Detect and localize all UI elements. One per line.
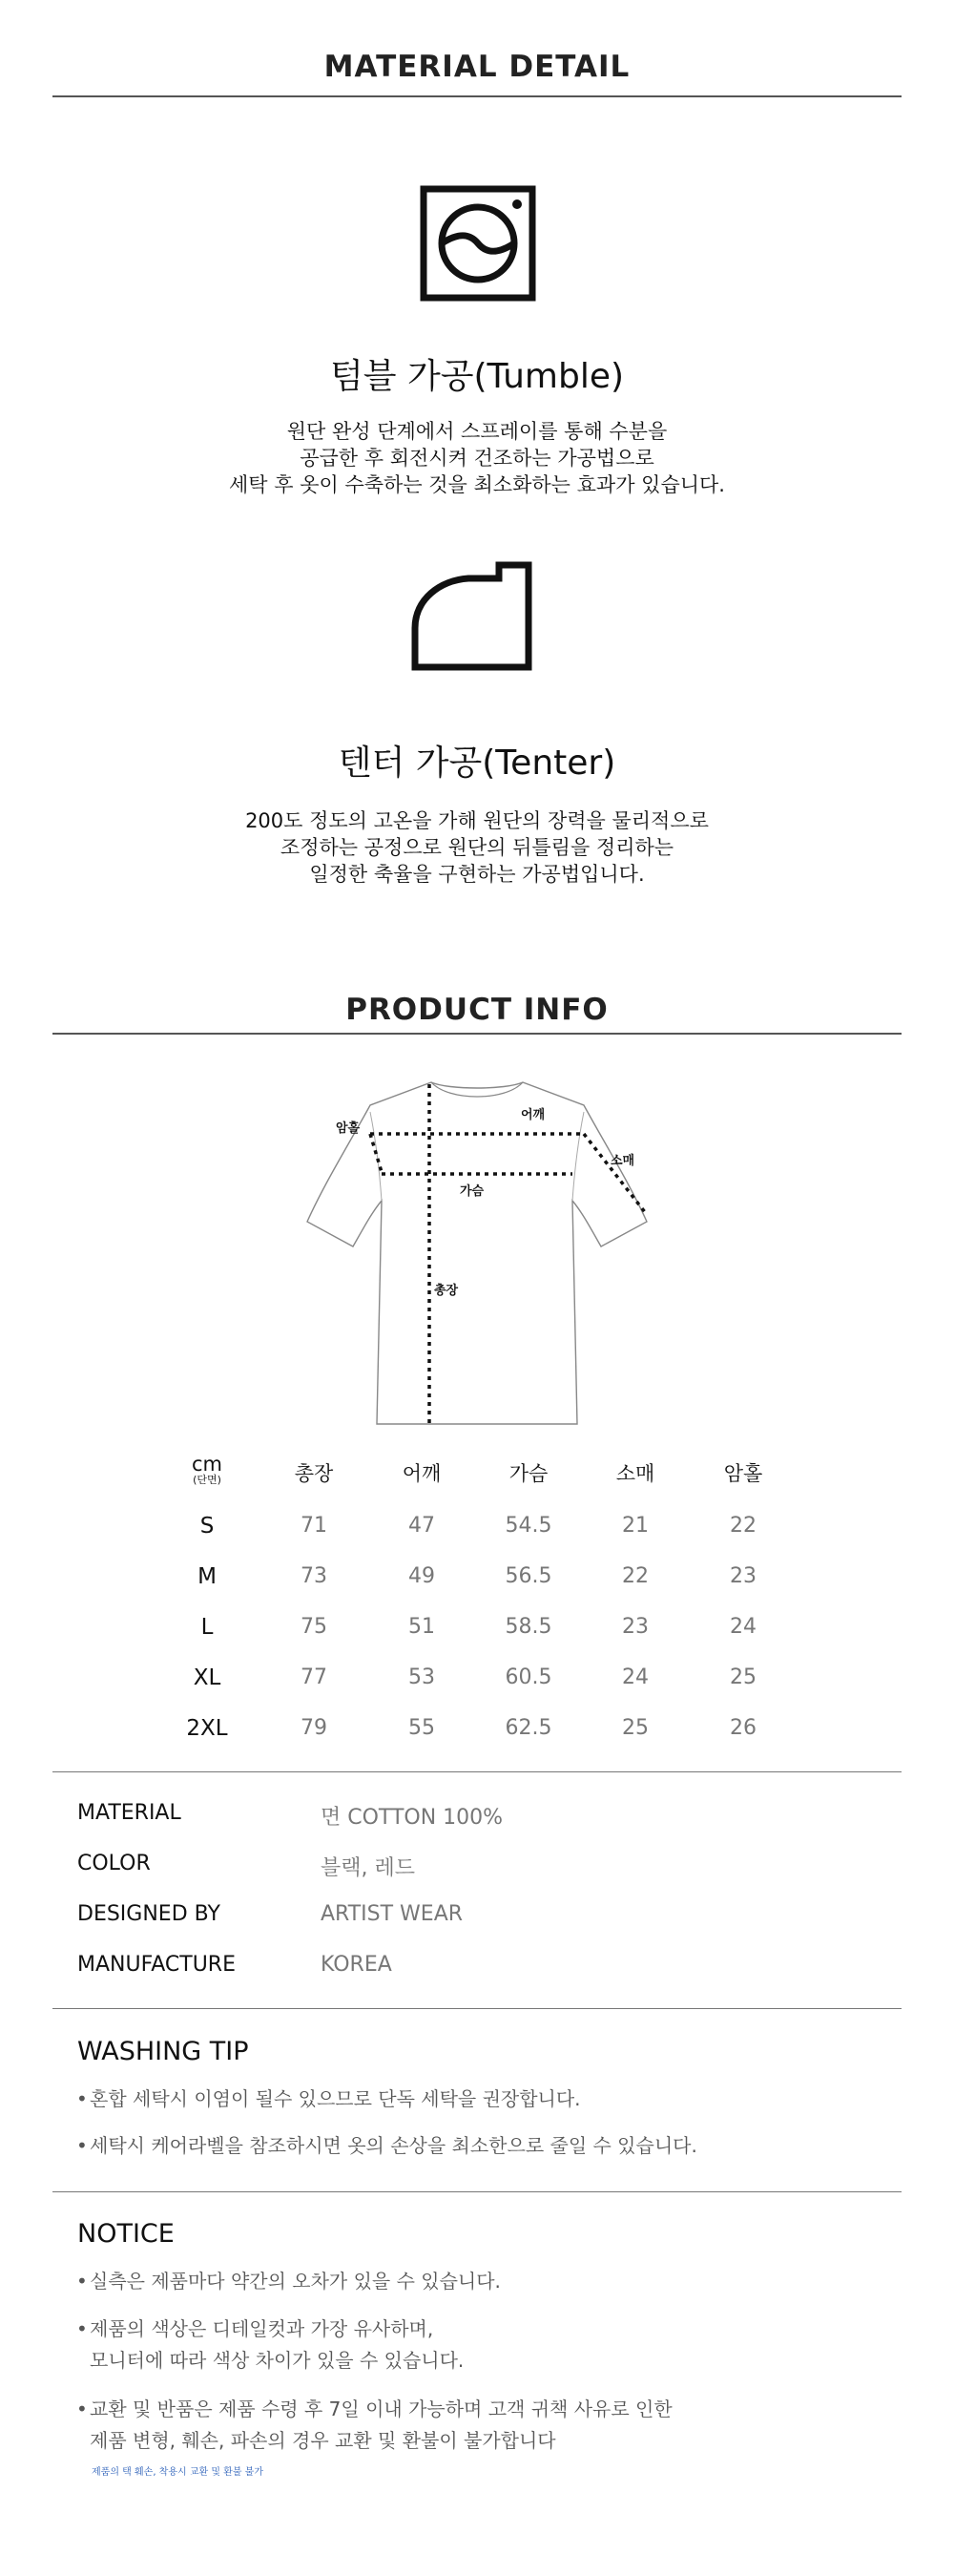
material-detail-title: MATERIAL DETAIL [323,50,631,84]
info-label-designed-by: DESIGNED BY [77,1902,220,1926]
armhole-label: 암홀 [336,1121,361,1136]
tenter-description: 200도 정도의 고온을 가해 원단의 장력을 물리적으로 조정하는 공정으로 원단의 뒤틀림을 정리하는 일정한 축율을 구현하는 가공법입니다. [245,809,709,886]
table-row: M 73 49 56.5 22 23 [197,1564,757,1589]
info-value-material: 면 COTTON 100% [321,1806,504,1830]
divider [52,1771,902,1772]
sleeve-label: 소매 [611,1154,635,1168]
length-label: 총장 [434,1284,459,1298]
column-header: 소매 [615,1462,655,1485]
info-value-manufacture: KOREA [321,1953,392,1977]
list-item: • 제품의 색상은 디테일컷과 가장 유사하며, 모니터에 따라 색상 차이가 있을 수 있습니다. [76,2317,465,2372]
notice-title: NOTICE [77,2219,175,2249]
info-label-color: COLOR [77,1852,151,1875]
table-row: S 71 47 54.5 21 22 [199,1514,757,1539]
unit-header: cm (단면) [191,1453,222,1486]
list-item: • 세탁시 케어라벨을 참조하시면 옷의 손상을 최소한으로 줄일 수 있습니다. [76,2134,697,2157]
list-item: • 교환 및 반품은 제품 수령 후 7일 이내 가능하며 고객 귀책 사유로 인한 제품 변형, 훼손, 파손의 경우 교환 및 환불이 불가합니다 [76,2398,673,2452]
list-item: • 혼합 세탁시 이염이 될수 있으므로 단독 세탁을 권장합니다. [76,2087,581,2110]
list-item: • 실측은 제품마다 약간의 오차가 있을 수 있습니다. [76,2270,501,2293]
small-note: 제품의 택 훼손, 착용시 교환 및 환불 불가 [92,2467,263,2478]
tenter-title: 텐터 가공(Tenter) [338,743,616,783]
info-label-material: MATERIAL [77,1801,181,1825]
tumble-dry-icon [420,185,536,302]
divider [52,95,902,97]
iron-icon [411,561,533,672]
divider [52,1033,902,1035]
tumble-description: 원단 완성 단계에서 스프레이를 통해 수분을 공급한 후 회전시켜 건조하는 가공법으로 세탁 후 옷이 수축하는 것을 최소화하는 효과가 있습니다. [229,420,725,496]
table-row: 2XL 79 55 62.5 25 26 [186,1716,757,1741]
product-info-title: PRODUCT INFO [345,993,609,1027]
tshirt-measurement-diagram [286,1069,668,1432]
column-header: 어깨 [402,1462,442,1485]
column-header: 가슴 [508,1462,549,1485]
column-header: 암홀 [723,1462,763,1485]
table-row: XL 77 53 60.5 24 25 [193,1665,757,1690]
washing-tip-title: WASHING TIP [77,2037,249,2066]
column-header: 총장 [294,1462,334,1485]
info-label-manufacture: MANUFACTURE [77,1953,236,1977]
info-value-color: 블랙, 레드 [321,1856,415,1880]
tumble-title: 텀블 가공(Tumble) [329,357,625,396]
divider [52,2008,902,2009]
info-value-designed-by: ARTIST WEAR [321,1902,464,1926]
divider [52,2191,902,2192]
shoulder-label: 어깨 [521,1108,546,1122]
table-row: L 75 51 58.5 23 24 [200,1615,757,1640]
chest-label: 가슴 [460,1184,485,1199]
